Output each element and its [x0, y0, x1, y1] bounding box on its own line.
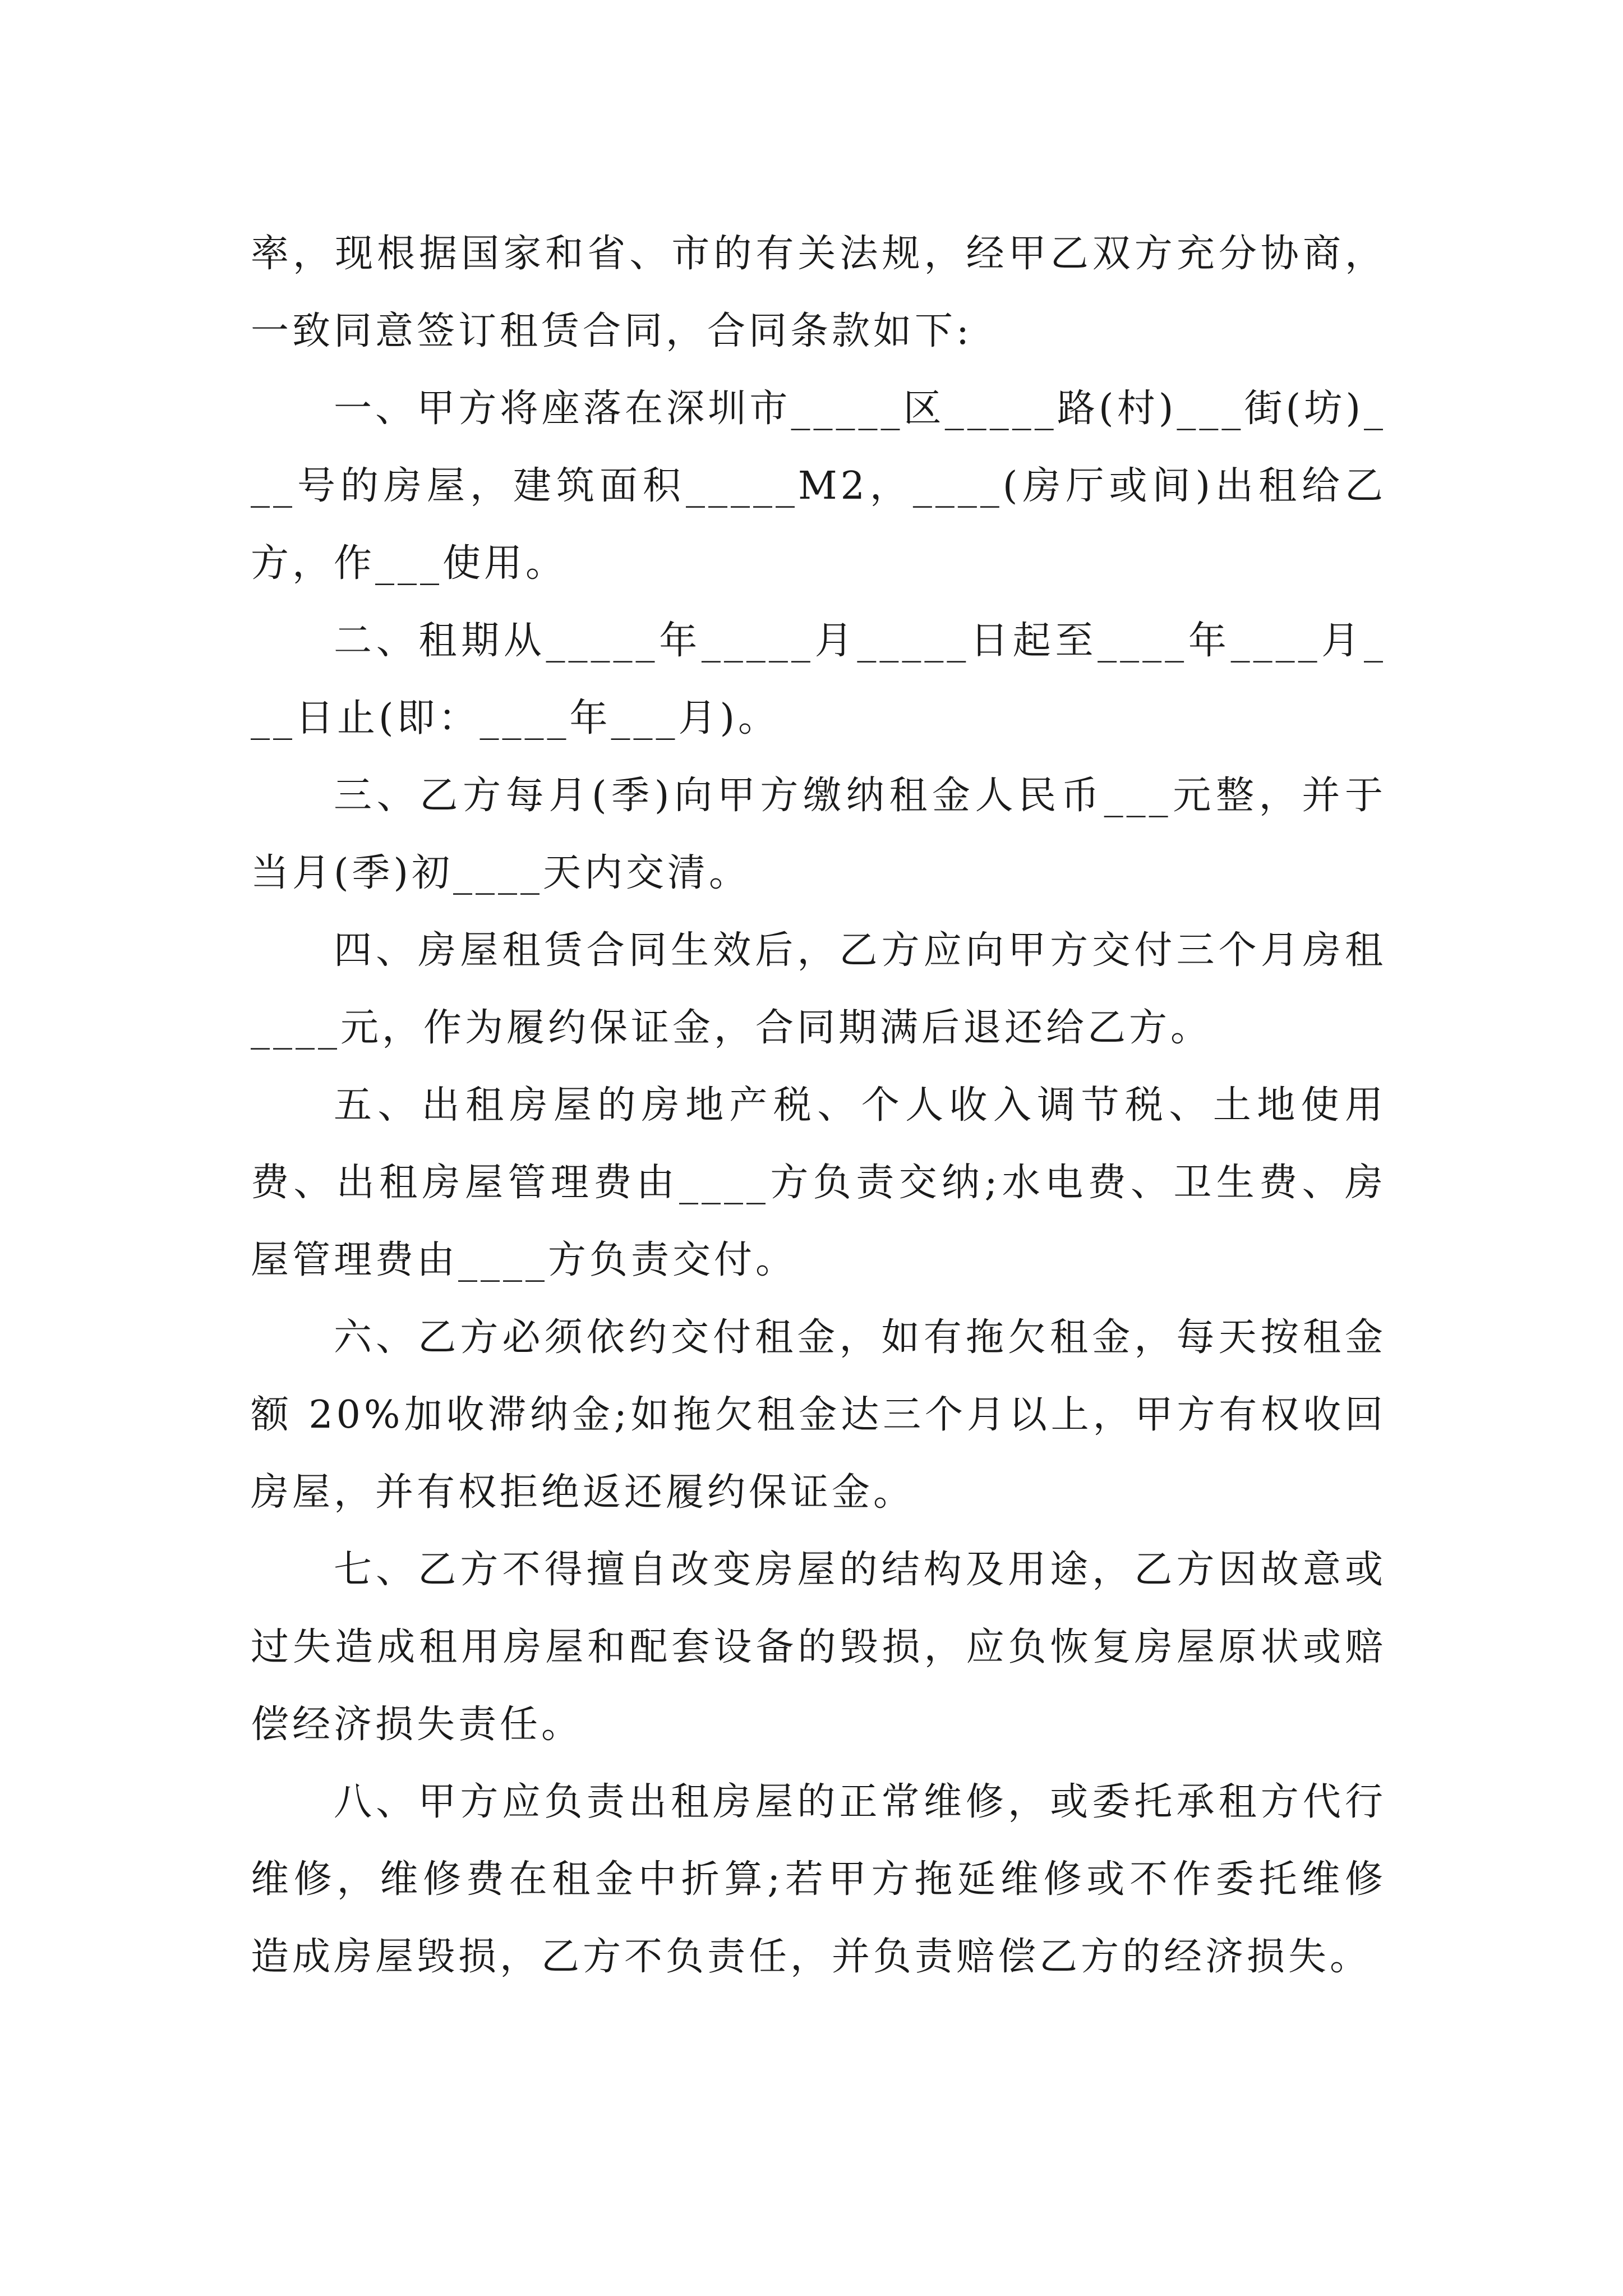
document-body	[251, 215, 1386, 1996]
paragraph-clause-2: 二、租期从_____年_____月_____日起至____年____月___日止(即：____年___月)。	[251, 619, 1386, 740]
paragraph-clause-1: 一、甲方将座落在深圳市_____区_____路(村)___街(坊)___号的房屋，建筑面积_____M2，____(房厅或间)出租给乙方，作___使用。	[251, 386, 1386, 586]
paragraph-intro-continuation: 率，现根据国家和省、市的有关法规，经甲乙双方充分协商，一致同意签订租赁合同，合同条款如下:	[251, 232, 1386, 353]
paragraph-clause-4: 四、房屋租赁合同生效后，乙方应向甲方交付三个月房租____元，作为履约保证金，合同期满后退还给乙方。	[251, 928, 1386, 1050]
paragraph-clause-7: 七、乙方不得擅自改变房屋的结构及用途，乙方因故意或过失造成租用房屋和配套设备的毁损，应负恢复房屋原状或赔偿经济损失责任。	[251, 1548, 1386, 1747]
paragraph-clause-3: 三、乙方每月(季)向甲方缴纳租金人民币___元整，并于当月(季)初____天内交清。	[251, 774, 1386, 895]
paragraph-clause-8: 八、甲方应负责出租房屋的正常维修，或委托承租方代行维修，维修费在租金中折算;若甲方拖延维修或不作委托维修造成房屋毁损，乙方不负责任，并负责赔偿乙方的经济损失。	[251, 1780, 1386, 1979]
paragraph-clause-5: 五、出租房屋的房地产税、个人收入调节税、土地使用费、出租房屋管理费由____方负责交纳;水电费、卫生费、房屋管理费由____方负责交付。	[251, 1083, 1386, 1282]
paragraph-clause-6: 六、乙方必须依约交付租金，如有拖欠租金，每天按租金额 20%加收滞纳金;如拖欠租金达三个月以上，甲方有权收回房屋，并有权拒绝返还履约保证金。	[251, 1315, 1386, 1515]
